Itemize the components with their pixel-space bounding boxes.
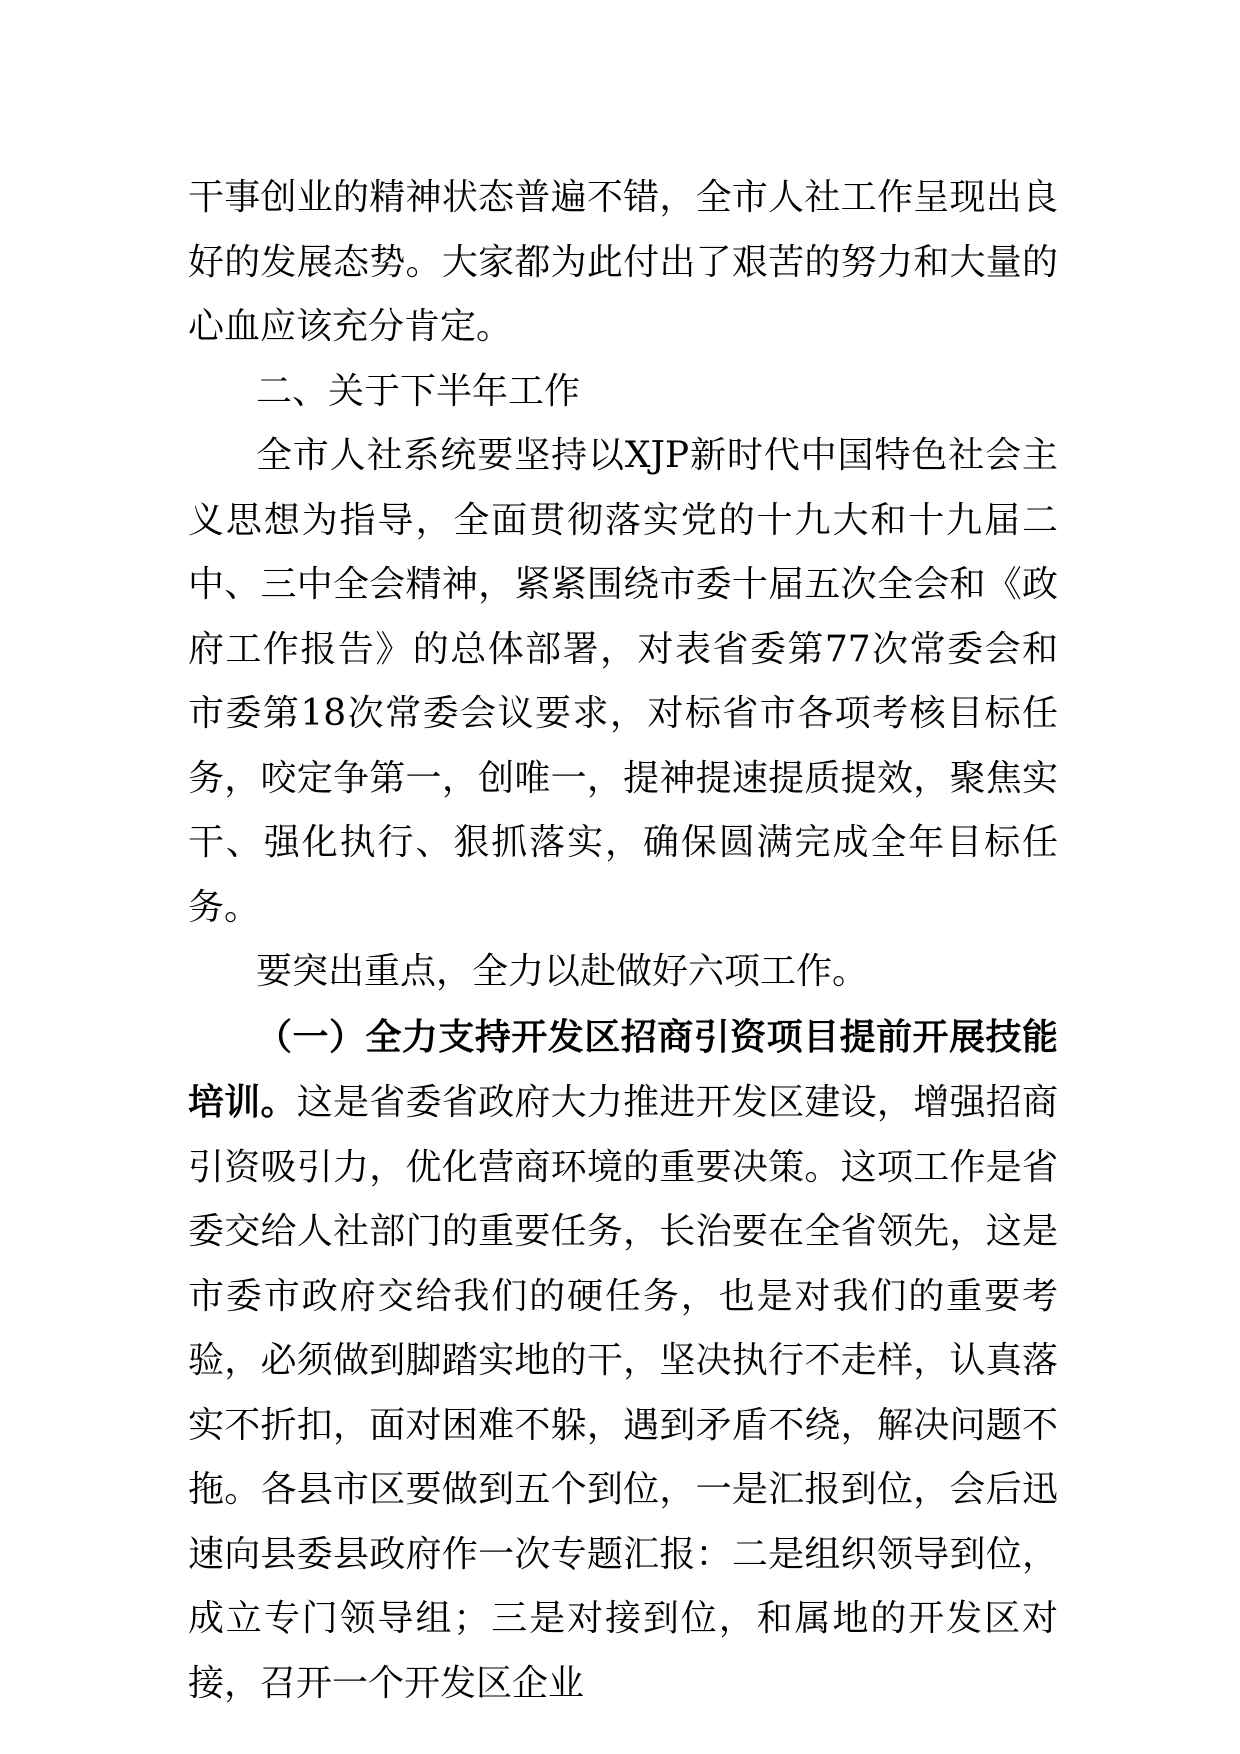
- paragraph-key-tasks-intro: 要突出重点，全力以赴做好六项工作。: [256, 951, 869, 992]
- task-one-heading: （一）全力支持开发区招商引资项目提前开展技能培训。: [188, 1015, 1058, 1123]
- paragraph-task-one: [188, 1005, 1058, 1717]
- task-one-body: 这是省委省政府大力推进开发区建设，增强招商引资吸引力，优化营商环境的重要决策。这项工作是省委交给人社部门的重要任务，长治要在全省领先，这是市委市政府交给我们的硬任务，也是对我们的重要考验，必须做到脚踏实地的干，坚决执行不走样，认真落实不折扣，面对困难不躲，遇到矛盾不绕，解决问题不拖。各县市区要做到五个到位，一是汇报到位，会后迅速向县委县政府作一次专题汇报：二是组织领导到位，成立专门领导组；三是对接到位，和属地的开发区对接，召开一个开发区企业: [188, 1082, 1058, 1704]
- paragraph-guiding-principle: 全市人社系统要坚持以XJP新时代中国特色社会主义思想为指导，全面贯彻落实党的十九大和十九届二中、三中全会精神，紧紧围绕市委十届五次全会和《政府工作报告》的总体部署，对表省委第77次常委会和市委第18次常委会议要求，对标省市各项考核目标任务，咬定争第一，创唯一，提神提速提质提效，聚焦实干、强化执行、狠抓落实，确保圆满完成全年目标任务。: [188, 435, 1058, 928]
- paragraph-continuation: 干事创业的精神状态普遍不错，全市人社工作呈现出良好的发展态势。大家都为此付出了艰苦的努力和大量的心血应该充分肯定。: [188, 177, 1058, 347]
- document-body: [188, 166, 1058, 1716]
- section-heading: 二、关于下半年工作: [256, 370, 581, 412]
